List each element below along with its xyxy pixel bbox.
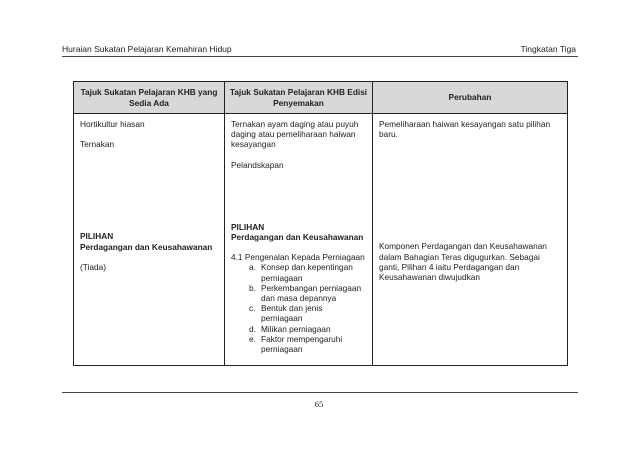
revised-topic-2: Pelandskapan (231, 159, 284, 170)
list-item: a. Konsep dan kepentingan perniagaan (249, 262, 353, 283)
existing-pilihan-title: Perdagangan dan Keusahawanan (80, 241, 213, 252)
existing-pilihan-label: PILIHAN (80, 231, 114, 242)
list-item: b. Perkembangan perniagaan dan masa depannya (249, 282, 362, 304)
column-header-changes: Perubahan (373, 82, 568, 114)
running-header-title: Huraian Sukatan Pelajaran Kemahiran Hidup (62, 44, 232, 54)
list-item: c. Bentuk dan jenis perniagaan (249, 303, 323, 324)
footer-rule (62, 392, 578, 393)
existing-none: (Tiada) (80, 261, 106, 272)
existing-topic-2: Ternakan (80, 139, 115, 150)
cell-changes (373, 114, 568, 366)
cell-existing (74, 114, 225, 366)
header-rule (62, 56, 578, 57)
change-note-2: Komponen Perdagangan dan Keusahawanan dalam Bahagian Teras digugurkan. Sebagai ganti, Pilihan 4 iaitu Perdagangan dan Keusahawanan diwujudkan (379, 241, 547, 283)
column-header-existing: Tajuk Sukatan Pelajaran KHB yang Sedia Ada (74, 82, 225, 114)
revised-topic-1: Ternakan ayam daging atau puyuh daging atau pemeliharaan haiwan kesayangan (231, 119, 359, 150)
revised-section-heading: 4.1 Pengenalan Kepada Perniagaan (231, 252, 365, 263)
revised-subtopic-list (231, 262, 366, 354)
revised-pilihan-label: PILIHAN (231, 221, 265, 232)
column-header-revised: Tajuk Sukatan Pelajaran KHB Edisi Penyemakan (225, 82, 373, 114)
change-note-1: Pemeliharaan haiwan kesayangan satu pilihan baru. (379, 119, 551, 140)
table-row (74, 114, 568, 366)
revised-pilihan-title: Perdagangan dan Keusahawanan (231, 232, 364, 243)
running-header-grade: Tingkatan Tiga (520, 44, 576, 54)
list-item: e. Faktor mempengaruhi perniagaan (249, 333, 343, 355)
comparison-table (73, 81, 568, 366)
table-header-row (74, 82, 568, 114)
cell-revised (225, 114, 373, 366)
page-number: 65 (314, 399, 324, 409)
list-item: d. Milikan perniagaan (249, 323, 331, 334)
existing-topic-1: Hortikultur hiasan (80, 119, 145, 129)
